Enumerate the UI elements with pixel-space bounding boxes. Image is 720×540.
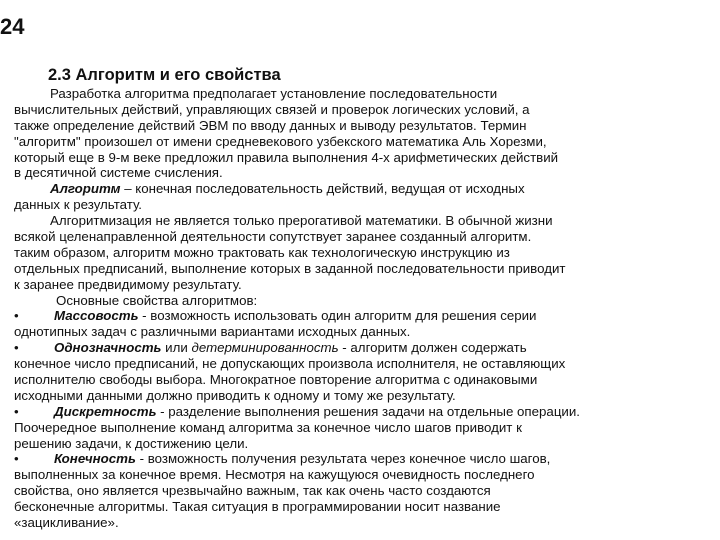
bullet-icon: • bbox=[14, 340, 19, 356]
property-item bbox=[14, 451, 706, 467]
document-body bbox=[14, 86, 706, 531]
definition-line bbox=[14, 181, 706, 197]
property-text: - разделение выполнения решения задачи на отдельные операции. bbox=[156, 403, 580, 419]
bullet-icon: • bbox=[14, 308, 19, 324]
properties-intro: Основные свойства алгоритмов: bbox=[56, 292, 258, 308]
property-line: решению задачи, к достижению цели. bbox=[14, 435, 249, 451]
paragraph-line: к заранее предвидимому результату. bbox=[14, 276, 242, 292]
paragraph-line: таким образом, алгоритм можно трактовать как технологическую инструкцию из bbox=[14, 244, 510, 260]
paragraph-line: который еще в 9-м веке предложил правила выполнения 4-х арифметических действий bbox=[14, 149, 559, 165]
property-line: однотипных задач с различными вариантами исходных данных. bbox=[14, 324, 411, 340]
paragraph-line: отдельных предписаний, выполнение которых в заданной последовательности приводит bbox=[14, 260, 566, 276]
property-line: исполнителю свободы выбора. Многократное повторение алгоритма с одинаковыми bbox=[14, 372, 538, 388]
definition-text: – конечная последовательность действий, ведущая от исходных bbox=[120, 181, 525, 197]
property-alt-term: детерминированность bbox=[191, 340, 339, 356]
section-heading: 2.3 Алгоритм и его свойства bbox=[48, 66, 281, 84]
paragraph-line: в десятичной системе счисления. bbox=[14, 165, 223, 181]
paragraph-line: всякой целенаправленной деятельности сопутствует заранее созданный алгоритм. bbox=[14, 229, 532, 245]
property-item bbox=[14, 404, 706, 420]
paragraph-line: вычислительных действий, управляющих связей и проверок логических условий, а bbox=[14, 101, 530, 117]
property-text: - возможность использовать один алгоритм для решения серии bbox=[138, 308, 537, 324]
property-line: «зацикливание». bbox=[14, 515, 119, 531]
bullet-icon: • bbox=[14, 451, 19, 467]
property-text: - возможность получения результата через конечное число шагов, bbox=[135, 451, 551, 467]
definition-term: Алгоритм bbox=[50, 181, 121, 197]
property-term: Однозначность bbox=[54, 340, 162, 356]
paragraph-line: также определение действий ЭВМ по вводу данных и выводу результатов. Термин bbox=[14, 117, 527, 133]
property-line: конечное число предписаний, не допускающих произвола исполнителя, не оставляющих bbox=[14, 356, 566, 372]
property-item bbox=[14, 340, 706, 356]
property-line: Поочередное выполнение команд алгоритма за конечное число шагов приводит к bbox=[14, 419, 522, 435]
property-line: свойства, оно является чрезвычайно важным, так как очень часто создаются bbox=[14, 483, 491, 499]
bullet-icon: • bbox=[14, 403, 19, 419]
property-line: бесконечные алгоритмы. Такая ситуация в программировании носит название bbox=[14, 499, 501, 515]
property-term: Дискретность bbox=[54, 403, 157, 419]
property-connector: или bbox=[161, 340, 192, 356]
paragraph-line: Разработка алгоритма предполагает установление последовательности bbox=[50, 86, 498, 101]
page-number: 24 bbox=[0, 14, 25, 39]
property-item bbox=[14, 308, 706, 324]
property-line: исходными данными должно приводить к одному и тому же результату. bbox=[14, 387, 456, 403]
property-term: Конечность bbox=[54, 451, 136, 467]
property-term: Массовость bbox=[54, 308, 139, 324]
paragraph-line: Алгоритмизация не является только прерогативой математики. В обычной жизни bbox=[50, 213, 553, 229]
paragraph-line: "алгоритм" произошел от имени средневекового узбекского математика Аль Хорезми, bbox=[14, 133, 547, 149]
definition-line: данных к результату. bbox=[14, 197, 142, 213]
property-line: выполненных за конечное время. Несмотря на кажущуюся очевидность последнего bbox=[14, 467, 535, 483]
property-text: - алгоритм должен содержать bbox=[338, 340, 527, 356]
